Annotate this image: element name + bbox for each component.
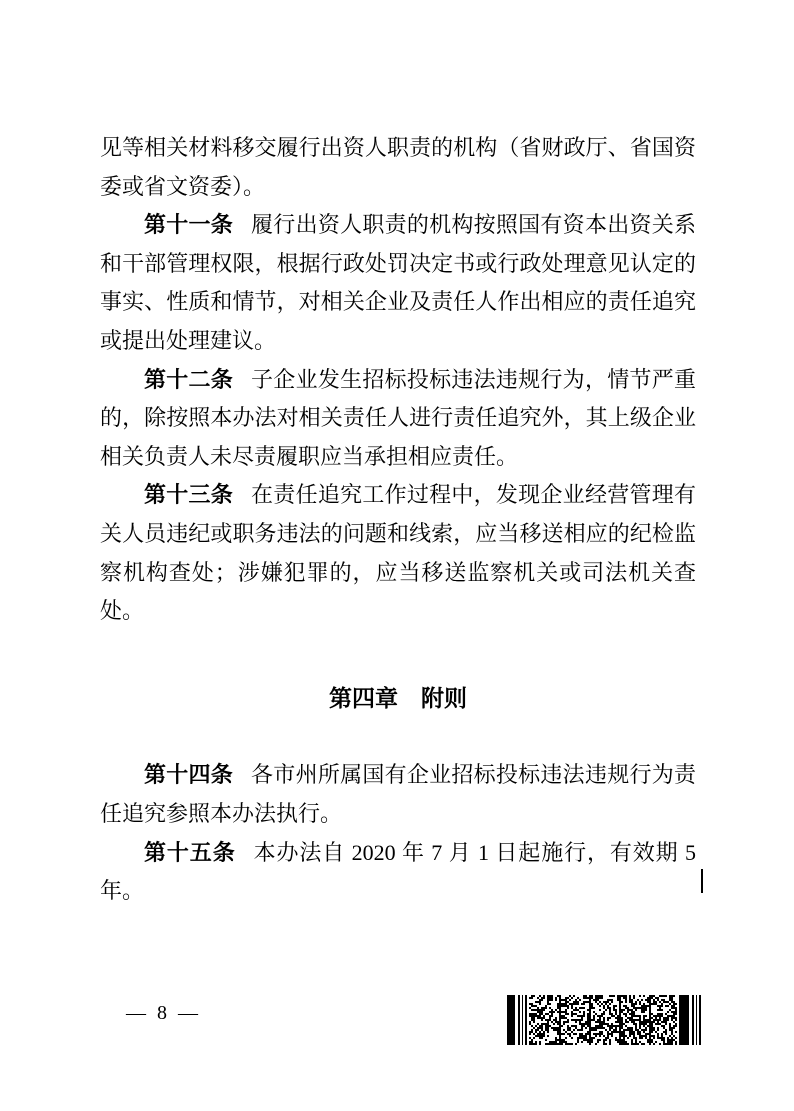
page-number: — 8 —	[126, 1002, 201, 1024]
article-11	[100, 206, 696, 360]
chapter-heading: 第四章 附则	[329, 684, 467, 711]
article-14-text: 各市州所属国有企业招标投标违法违规行为责任追究参照本办法执行。	[100, 762, 696, 826]
article-13	[100, 476, 696, 630]
article-12	[100, 361, 696, 477]
article-11-text: 履行出资人职责的机构按照国有资本出资关系和干部管理权限，根据行政处罚决定书或行政处理意见认定的事实、性质和情节，对相关企业及责任人作出相应的责任追究或提出处理建议。	[100, 212, 696, 353]
article-15-number: 第十五条	[144, 839, 236, 865]
article-14	[100, 756, 696, 833]
article-13-number: 第十三条	[144, 482, 234, 508]
article-12-number: 第十二条	[144, 366, 234, 392]
document-body	[100, 129, 696, 911]
article-13-text: 在责任追究工作过程中，发现企业经营管理有关人员违纪或职务违法的问题和线索，应当移送相应的纪检监察机构查处；涉嫌犯罪的，应当移送监察机关或司法机关查处。	[100, 482, 696, 624]
article-11-number: 第十一条	[144, 212, 234, 238]
article-14-number: 第十四条	[144, 762, 234, 788]
article-15	[100, 834, 696, 911]
stray-vertical-mark	[701, 869, 703, 893]
continuation-paragraph: 见等相关材料移交履行出资人职责的机构（省财政厅、省国资委或省文资委）。	[100, 135, 696, 199]
pdf417-barcode-icon	[507, 995, 702, 1045]
article-15-text: 本办法自 2020 年 7 月 1 日起施行，有效期 5 年。	[100, 839, 696, 904]
article-12-text: 子企业发生招标投标违法违规行为，情节严重的，除按照本办法对相关责任人进行责任追究外，其上级企业相关负责人未尽责履职应当承担相应责任。	[100, 366, 696, 469]
